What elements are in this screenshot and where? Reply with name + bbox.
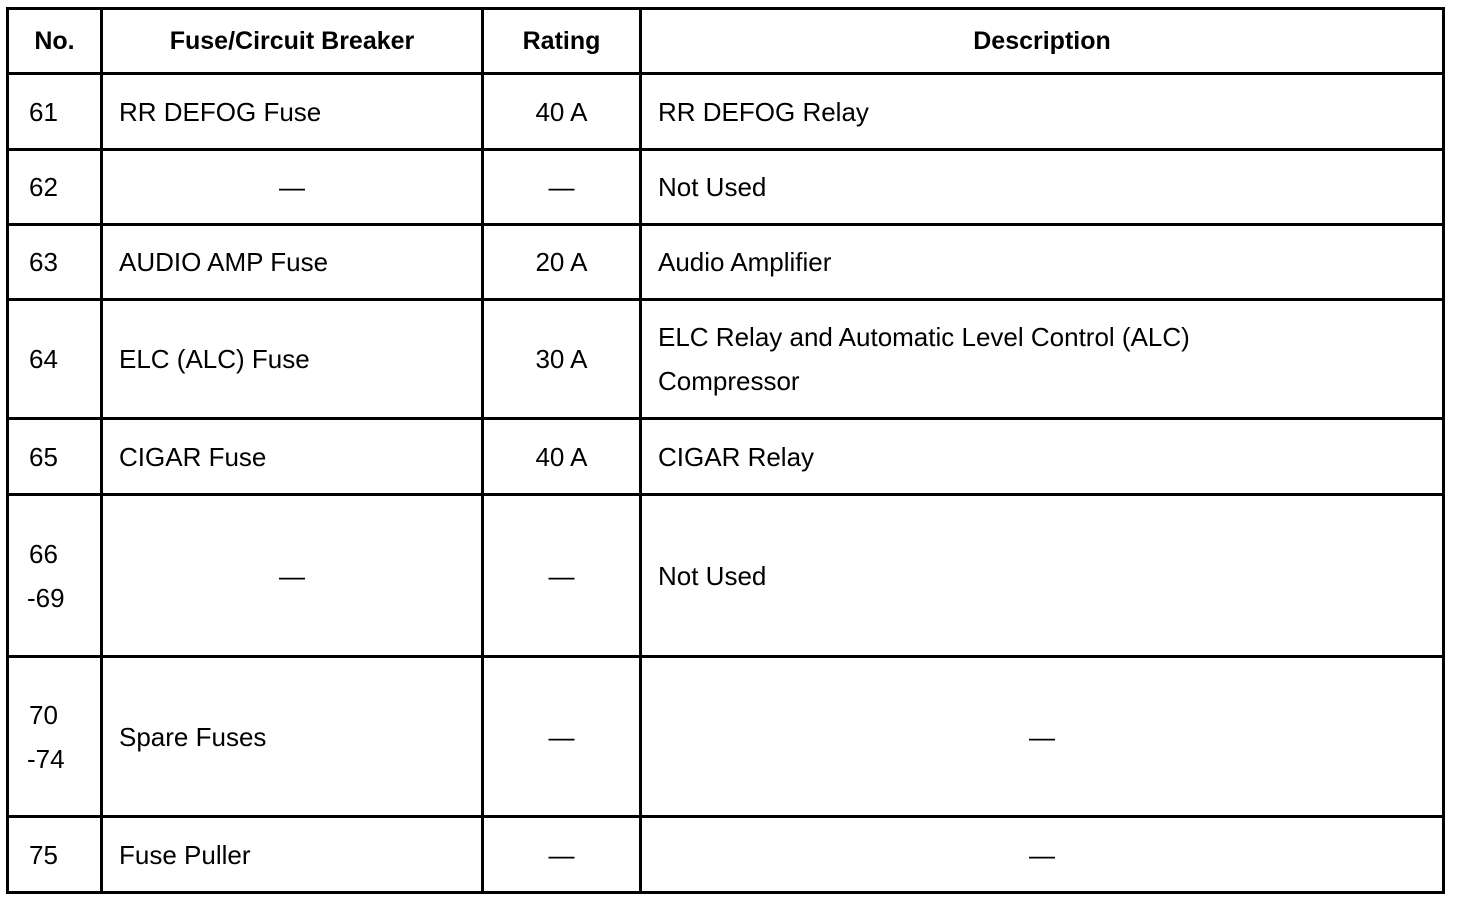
cell-rating: 20 A	[483, 225, 641, 300]
cell-description	[641, 74, 1444, 150]
no-text: -69	[27, 582, 65, 613]
cell-no	[8, 817, 102, 893]
header-row	[8, 9, 1444, 74]
description-text: —	[1029, 721, 1055, 752]
cell-description	[641, 150, 1444, 225]
table-row	[8, 300, 1444, 419]
cell-no	[8, 657, 102, 817]
cell-fuse: —	[102, 150, 483, 225]
cell-description	[641, 495, 1444, 657]
cell-rating: —	[483, 817, 641, 893]
cell-fuse: ELC (ALC) Fuse	[102, 300, 483, 419]
description-text: —	[1029, 839, 1055, 870]
cell-no	[8, 300, 102, 419]
header-fuse: Fuse/Circuit Breaker	[102, 9, 483, 74]
cell-rating: —	[483, 495, 641, 657]
description-text: Not Used	[658, 172, 767, 202]
no-text: 66	[29, 538, 58, 569]
cell-fuse: —	[102, 495, 483, 657]
no-text: -74	[27, 743, 65, 774]
cell-fuse: RR DEFOG Fuse	[102, 74, 483, 150]
description-text: Not Used	[658, 560, 767, 591]
table-row	[8, 225, 1444, 300]
no-text: 65	[29, 441, 58, 472]
cell-rating: 30 A	[483, 300, 641, 419]
table-row	[8, 150, 1444, 225]
cell-fuse: AUDIO AMP Fuse	[102, 225, 483, 300]
table-row	[8, 495, 1444, 657]
header-rating: Rating	[483, 9, 641, 74]
cell-rating: —	[483, 657, 641, 817]
description-text: CIGAR Relay	[658, 441, 815, 472]
cell-description	[641, 300, 1444, 419]
cell-no	[8, 74, 102, 150]
description-text: ELC Relay and Automatic Level Control (ALC)	[658, 322, 1190, 352]
cell-fuse: Spare Fuses	[102, 657, 483, 817]
cell-rating: —	[483, 150, 641, 225]
description-text: Compressor	[658, 366, 800, 396]
table-row	[8, 74, 1444, 150]
cell-no	[8, 419, 102, 495]
no-text: 63	[29, 247, 58, 277]
no-text: 75	[29, 839, 58, 870]
fuse-table	[6, 7, 1445, 894]
cell-no	[8, 150, 102, 225]
table-row	[8, 817, 1444, 893]
cell-no	[8, 495, 102, 657]
description-text: Audio Amplifier	[658, 247, 832, 277]
table-row	[8, 419, 1444, 495]
cell-description	[641, 419, 1444, 495]
cell-rating: 40 A	[483, 74, 641, 150]
cell-no	[8, 225, 102, 300]
no-text: 62	[29, 172, 58, 202]
no-text: 61	[29, 96, 58, 127]
cell-rating: 40 A	[483, 419, 641, 495]
cell-fuse: Fuse Puller	[102, 817, 483, 893]
cell-fuse: CIGAR Fuse	[102, 419, 483, 495]
header-no: No.	[8, 9, 102, 74]
no-text: 70	[29, 699, 58, 730]
cell-description	[641, 817, 1444, 893]
table-row	[8, 657, 1444, 817]
cell-description	[641, 657, 1444, 817]
header-description: Description	[641, 9, 1444, 74]
no-text: 64	[29, 344, 58, 374]
description-text: RR DEFOG Relay	[658, 96, 869, 127]
cell-description	[641, 225, 1444, 300]
